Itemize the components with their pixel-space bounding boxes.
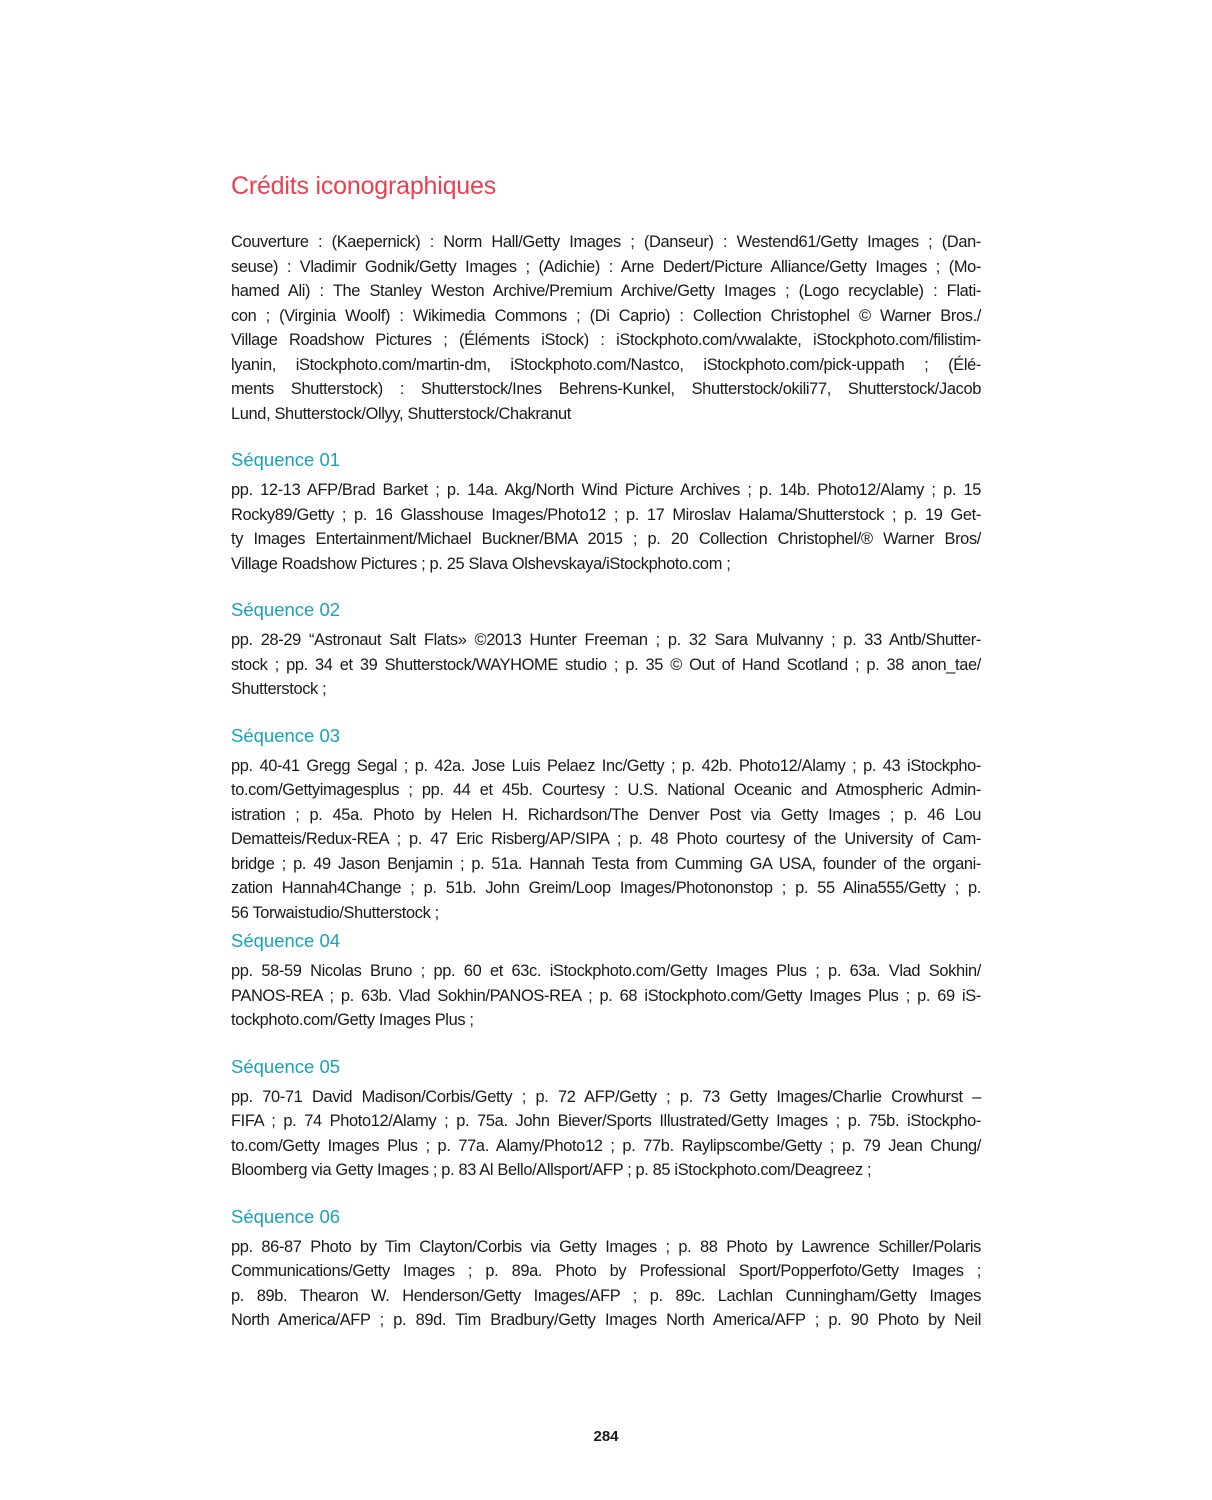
credits-page — [231, 168, 981, 1355]
sequence-section — [231, 1055, 981, 1183]
text-line: p. 89b. Thearon W. Henderson/Getty Images/AFP ; p. 89c. Lachlan Cunningham/Getty Images — [231, 1286, 981, 1305]
text-line: North America/AFP ; p. 89d. Tim Bradbury/Getty Images North America/AFP ; p. 90 Photo by Neil — [231, 1311, 981, 1329]
text-line: Rocky89/Getty ; p. 16 Glasshouse Images/Photo12 ; p. 17 Miroslav Halama/Shutterstock ; p. 19 Get- — [231, 505, 981, 524]
text-line: Village Roadshow Pictures ; p. 25 Slava Olshevskaya/iStockphoto.com ; — [231, 554, 731, 573]
section-heading: Séquence 02 — [231, 599, 341, 620]
text-line: pp. 28-29 “Astronaut Salt Flats» ©2013 Hunter Freeman ; p. 32 Sara Mulvanny ; p. 33 Antb/Shutter- — [231, 631, 981, 649]
text-line: Village Roadshow Pictures ; (Éléments iStock) : iStockphoto.com/vwalakte, iStockphoto.com/filistim- — [231, 331, 981, 349]
text-line: Lund, Shutterstock/Ollyy, Shutterstock/Chakranut — [231, 404, 572, 423]
section-heading: Séquence 04 — [231, 930, 341, 951]
page-number: 284 — [593, 1428, 619, 1445]
text-line: hamed Ali) : The Stanley Weston Archive/Premium Archive/Getty Images ; (Logo recyclable) : Flati- — [231, 282, 981, 300]
text-line: to.com/Getty Images Plus ; p. 77a. Alamy/Photo12 ; p. 77b. Raylipscombe/Getty ; p. 79 Jean Chung/ — [231, 1136, 981, 1155]
section-credits — [231, 628, 981, 702]
section-heading: Séquence 01 — [231, 449, 341, 470]
text-line: tockphoto.com/Getty Images Plus ; — [231, 1011, 474, 1029]
text-line: zation Hannah4Change ; p. 51b. John Greim/Loop Images/Photononstop ; p. 55 Alina555/Getty ; p. — [231, 879, 981, 897]
text-line: pp. 58-59 Nicolas Bruno ; pp. 60 et 63c. iStockphoto.com/Getty Images Plus ; p. 63a. Vlad Sokhin/ — [231, 962, 981, 980]
section-heading: Séquence 03 — [231, 724, 341, 746]
text-line: 56 Torwaistudio/Shutterstock ; — [231, 903, 439, 922]
text-line: to.com/Gettyimagesplus ; pp. 44 et 45b. Courtesy : U.S. National Oceanic and Atmospheric Admin- — [231, 781, 981, 799]
text-line: pp. 86-87 Photo by Tim Clayton/Corbis via Getty Images ; p. 88 Photo by Lawrence Schiller/Polaris — [231, 1237, 981, 1256]
sequence-section — [231, 724, 981, 926]
text-line: FIFA ; p. 74 Photo12/Alamy ; p. 75a. John Biever/Sports Illustrated/Getty Images ; p. 75b. iStockpho- — [231, 1112, 981, 1130]
sequence-sections — [231, 448, 981, 1333]
section-heading: Séquence 06 — [231, 1205, 341, 1227]
text-line: Dematteis/Redux-REA ; p. 47 Eric Risberg/AP/SIPA ; p. 48 Photo courtesy of the University of Cam- — [231, 830, 981, 848]
text-line: lyanin, iStockphoto.com/martin-dm, iStockphoto.com/Nastco, iStockphoto.com/pick-uppath ; (Élé- — [231, 355, 981, 374]
text-line: pp. 70-71 David Madison/Corbis/Getty ; p. 72 AFP/Getty ; p. 73 Getty Images/Charlie Crowhurst – — [231, 1087, 981, 1106]
text-line: Bloomberg via Getty Images ; p. 83 Al Bello/Allsport/AFP ; p. 85 iStockphoto.com/Deagreez ; — [231, 1161, 872, 1179]
sequence-section — [231, 598, 981, 702]
text-line: Communications/Getty Images ; p. 89a. Photo by Professional Sport/Popperfoto/Getty Images ; — [231, 1262, 981, 1280]
sequence-section — [231, 929, 981, 1033]
section-credits — [231, 478, 981, 576]
text-line: ments Shutterstock) : Shutterstock/Ines Behrens-Kunkel, Shutterstock/okili77, Shutterstock/Jacob — [231, 380, 981, 398]
sequence-section — [231, 448, 981, 576]
cover-credits — [231, 230, 981, 426]
text-line: istration ; p. 45a. Photo by Helen H. Richardson/The Denver Post via Getty Images ; p. 46 Lou — [231, 805, 981, 824]
section-credits — [231, 1235, 981, 1333]
page-title: Crédits iconographiques — [231, 172, 497, 200]
section-credits — [231, 959, 981, 1033]
text-line: Shutterstock ; — [231, 680, 327, 698]
text-line: PANOS-REA ; p. 63b. Vlad Sokhin/PANOS-REA ; p. 68 iStockphoto.com/Getty Images Plus ; p. 69 iS- — [231, 986, 981, 1005]
text-line: seuse) : Vladimir Godnik/Getty Images ; (Adichie) : Arne Dedert/Picture Alliance/Getty Images ; (Mo- — [231, 257, 981, 276]
text-line: pp. 40-41 Gregg Segal ; p. 42a. Jose Luis Pelaez Inc/Getty ; p. 42b. Photo12/Alamy ; p. 43 iStockpho- — [231, 756, 981, 775]
text-line: stock ; pp. 34 et 39 Shutterstock/WAYHOME studio ; p. 35 © Out of Hand Scotland ; p. 38 anon_tae/ — [231, 655, 981, 674]
text-line: pp. 12-13 AFP/Brad Barket ; p. 14a. Akg/North Wind Picture Archives ; p. 14b. Photo12/Alamy ; p. 15 — [231, 481, 981, 499]
section-heading: Séquence 05 — [231, 1055, 341, 1077]
text-line: Couverture : (Kaepernick) : Norm Hall/Getty Images ; (Danseur) : Westend61/Getty Images ; (Dan- — [231, 233, 981, 251]
sequence-section — [231, 1205, 981, 1333]
section-credits — [231, 1085, 981, 1183]
text-line: ty Images Entertainment/Michael Buckner/BMA 2015 ; p. 20 Collection Christophel/® Warner Bros/ — [231, 530, 981, 548]
text-line: con ; (Virginia Woolf) : Wikimedia Commons ; (Di Caprio) : Collection Christophel © Warner Bros./ — [231, 306, 981, 325]
text-line: bridge ; p. 49 Jason Benjamin ; p. 51a. Hannah Testa from Cumming GA USA, founder of the organi- — [231, 854, 981, 873]
section-credits — [231, 754, 981, 926]
